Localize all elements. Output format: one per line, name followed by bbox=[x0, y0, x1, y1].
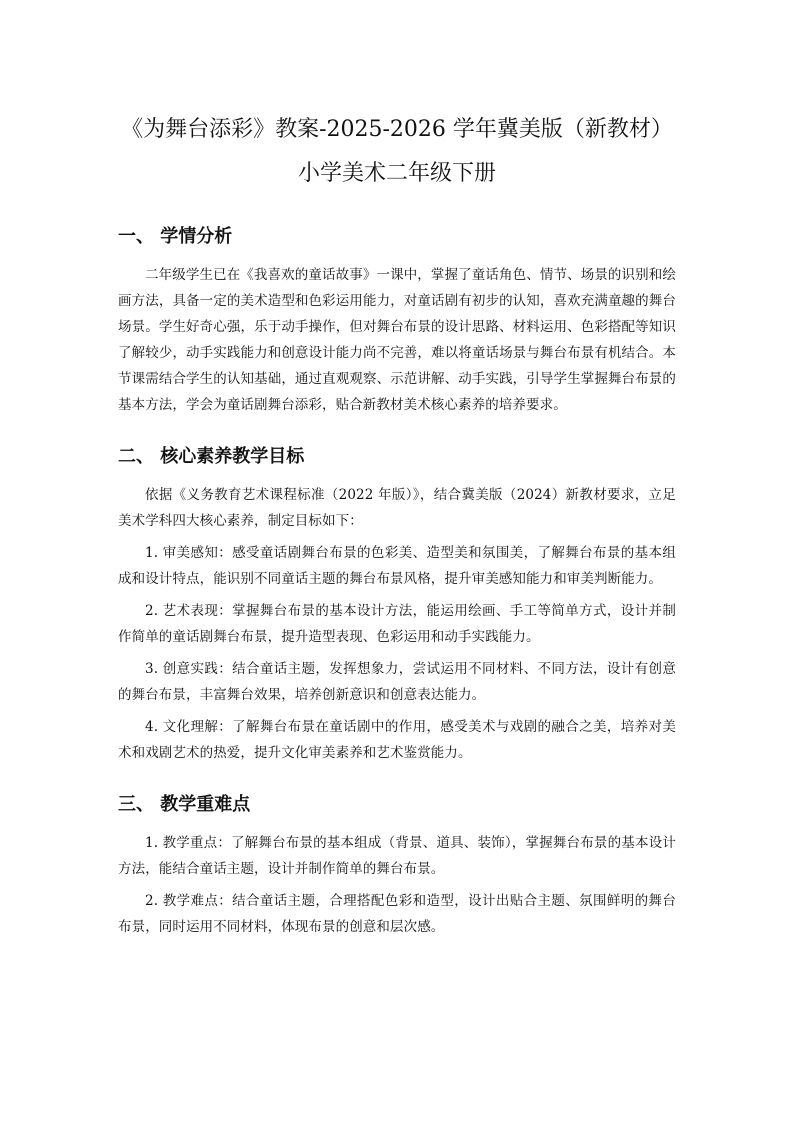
paragraph: 1. 教学重点：了解舞台布景的基本组成（背景、道具、装饰），掌握舞台布景的基本设计方法，能结合童话主题，设计并制作简单的舞台布景。 bbox=[118, 835, 676, 877]
paragraph: 4. 文化理解：了解舞台布景在童话剧中的作用，感受美术与戏剧的融合之美，培养对美术和戏剧艺术的热爱，提升文化审美素养和艺术鉴赏能力。 bbox=[118, 719, 676, 761]
paragraph: 依据《义务教育艺术课程标准（2022 年版）》，结合冀美版（2024）新教材要求，立足美术学科四大核心素养，制定目标如下： bbox=[118, 487, 676, 529]
document-title bbox=[118, 108, 676, 196]
section-heading: 二、 核心素养教学目标 bbox=[118, 446, 305, 467]
title-line-1: 《为舞台添彩》教案-2025-2026 学年冀美版（新教材） bbox=[121, 117, 673, 142]
paragraph: 2. 艺术表现：掌握舞台布景的基本设计方法，能运用绘画、手工等简单方式，设计并制作简单的童话剧舞台布景，提升造型表现、色彩运用和动手实践能力。 bbox=[118, 603, 676, 645]
section-heading: 三、 教学重难点 bbox=[118, 794, 251, 815]
paragraph: 二年级学生已在《我喜欢的童话故事》一课中，掌握了童话角色、情节、场景的识别和绘画方法，具备一定的美术造型和色彩运用能力，对童话剧有初步的认知，喜欢充满童趣的舞台场景。学生好奇心强，乐于动手操作，但对舞台布景的设计思路、材料运用、色彩搭配等知识了解较少，动手实践能力和创意设计能力尚不完善，难以将童话场景与舞台布景有机结合。本节课需结合学生的认知基础，通过直观观察、示范讲解、动手实践，引导学生掌握舞台布景的基本方法，学会为童话剧舞台添彩，贴合新教材美术核心素养的培养要求。 bbox=[118, 267, 676, 413]
paragraph: 3. 创意实践：结合童话主题，发挥想象力，尝试运用不同材料、不同方法，设计有创意的舞台布景，丰富舞台效果，培养创新意识和创意表达能力。 bbox=[118, 661, 676, 703]
section-teaching-goals bbox=[118, 442, 676, 766]
section-heading: 一、 学情分析 bbox=[118, 226, 233, 247]
paragraph: 2. 教学难点：结合童话主题，合理搭配色彩和造型，设计出贴合主题、氛围鲜明的舞台布景，同时运用不同材料，体现布景的创意和层次感。 bbox=[118, 893, 676, 935]
paragraph: 1. 审美感知：感受童话剧舞台布景的色彩美、造型美和氛围美，了解舞台布景的基本组成和设计特点，能识别不同童话主题的舞台布景风格，提升审美感知能力和审美判断能力。 bbox=[118, 545, 676, 587]
section-learning-analysis bbox=[118, 222, 676, 418]
page-title bbox=[118, 108, 676, 196]
title-line-2: 小学美术二年级下册 bbox=[297, 161, 496, 186]
section-key-points bbox=[118, 790, 676, 940]
